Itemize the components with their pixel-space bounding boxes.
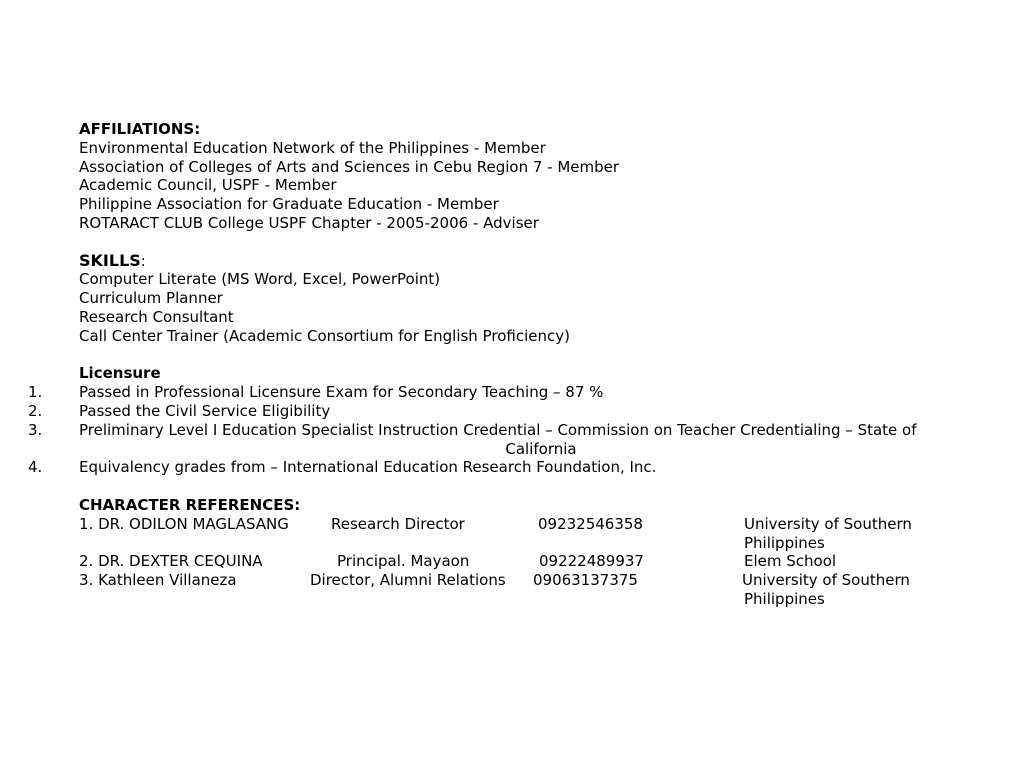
resume-page — [0, 120, 1024, 609]
licensure-item-number: 1. — [28, 383, 43, 402]
reference-organization: University of Southern — [744, 514, 912, 533]
reference-phone: 09222489937 — [539, 552, 644, 571]
licensure-item — [0, 402, 1024, 421]
reference-row-continuation — [0, 534, 1024, 553]
licensure-heading: Licensure — [79, 364, 161, 383]
affiliation-item: ROTARACT CLUB College USPF Chapter - 2005-2006 - Adviser — [79, 213, 539, 232]
reference-row-continuation — [0, 590, 1024, 609]
reference-row — [0, 571, 1024, 590]
licensure-item-number: 2. — [28, 401, 43, 420]
reference-organization-continuation: Philippines — [744, 589, 825, 608]
reference-name: 1. DR. ODILON MAGLASANG — [79, 514, 289, 533]
licensure-item-number: 3. — [28, 420, 43, 439]
reference-organization: University of Southern — [742, 571, 910, 590]
licensure-item-text: Passed the Civil Service Eligibility — [79, 401, 331, 420]
affiliation-item: Environmental Education Network of the Philippines - Member — [79, 138, 546, 157]
reference-role: Research Director — [331, 514, 465, 533]
reference-row — [0, 515, 1024, 534]
skills-heading: SKILLS — [79, 250, 141, 270]
licensure-item — [0, 458, 1024, 477]
licensure-item-text: Preliminary Level I Education Specialist Instruction Credential – Commission on Teacher Credentialing – State of — [79, 420, 917, 439]
skill-item: Research Consultant — [79, 307, 234, 326]
skill-item: Curriculum Planner — [79, 289, 223, 308]
skill-item: Computer Literate (MS Word, Excel, PowerPoint) — [79, 270, 441, 289]
reference-organization-continuation: Philippines — [744, 533, 825, 552]
skill-item: Call Center Trainer (Academic Consortium for English Proficiency) — [79, 326, 570, 345]
reference-row — [0, 552, 1024, 571]
licensure-item-text: Passed in Professional Licensure Exam for Secondary Teaching – 87 % — [79, 383, 604, 402]
affiliation-item: Association of Colleges of Arts and Sciences in Cebu Region 7 - Member — [79, 157, 620, 176]
licensure-item-continuation-text: California — [505, 439, 577, 458]
references-heading: CHARACTER REFERENCES: — [79, 495, 301, 514]
reference-name: 2. DR. DEXTER CEQUINA — [79, 552, 263, 571]
reference-phone: 09232546358 — [538, 514, 643, 533]
skills-heading-line — [0, 252, 1024, 271]
affiliation-item: Academic Council, USPF - Member — [79, 176, 337, 195]
licensure-item — [0, 383, 1024, 402]
reference-phone: 09063137375 — [533, 571, 638, 590]
licensure-item-text: Equivalency grades from – International Education Research Foundation, Inc. — [79, 458, 657, 477]
affiliations-heading: AFFILIATIONS: — [79, 120, 201, 138]
licensure-item-number: 4. — [28, 458, 43, 477]
reference-role: Director, Alumni Relations — [310, 571, 506, 590]
affiliation-item: Philippine Association for Graduate Education - Member — [79, 195, 499, 214]
reference-name: 3. Kathleen Villaneza — [79, 571, 237, 590]
reference-organization: Elem School — [744, 552, 837, 571]
licensure-item-continuation — [0, 440, 1024, 459]
reference-role: Principal. Mayaon — [337, 552, 470, 571]
skills-heading-colon: : — [140, 251, 146, 270]
licensure-item — [0, 421, 1024, 440]
